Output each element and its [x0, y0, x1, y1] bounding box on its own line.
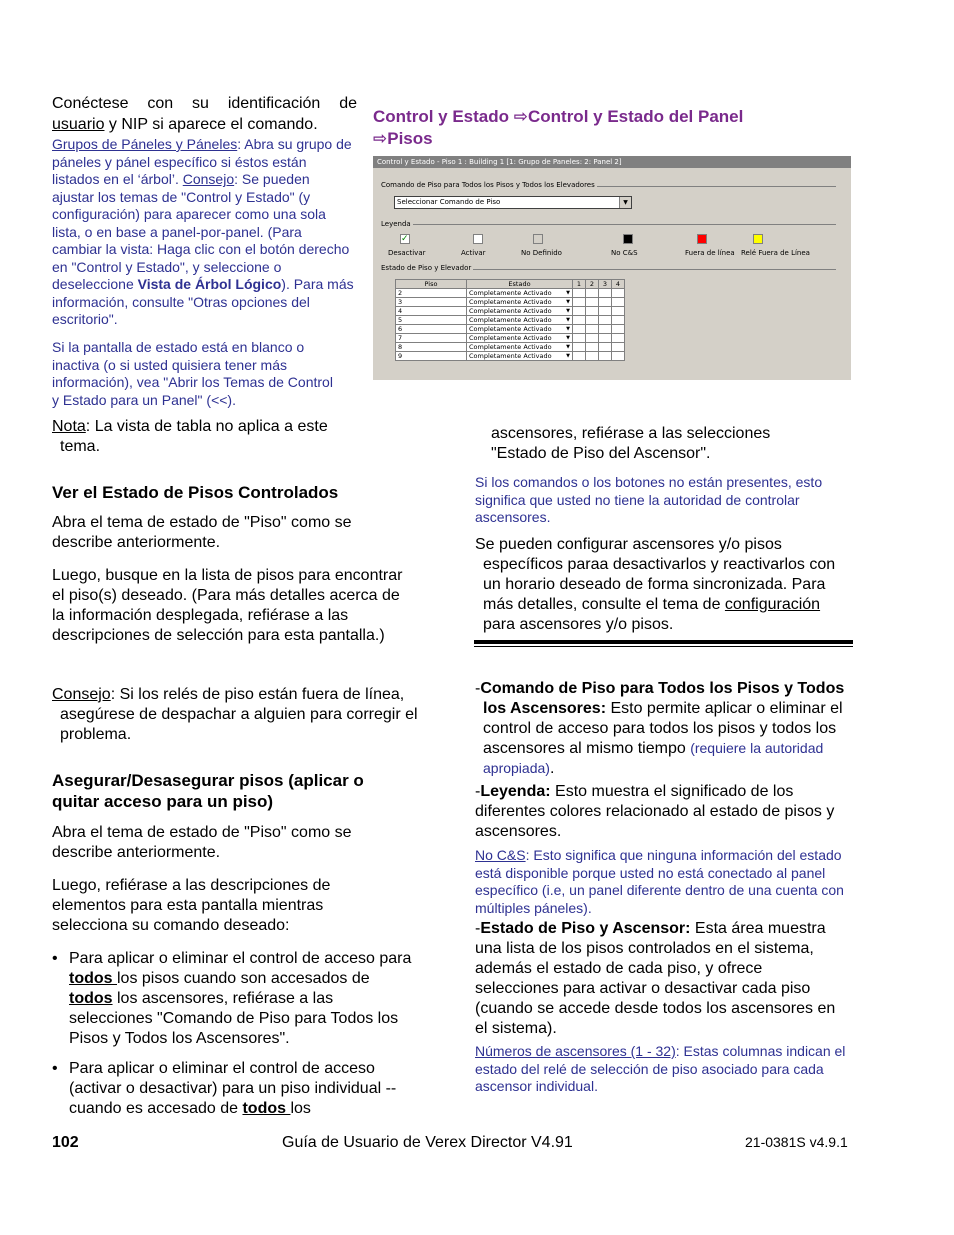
cell-estado-select[interactable]: Completamente Activado ▼	[467, 298, 573, 307]
para-open-topic-2: Abra el tema de estado de "Piso" como se describe anteriormente.	[52, 824, 352, 861]
col-header-2: 2	[586, 280, 599, 289]
cell-elevator-status	[573, 289, 586, 298]
chevron-down-icon[interactable]: ▼	[566, 335, 570, 341]
cell-piso: 5	[396, 316, 467, 325]
legend-label-item: Activar	[461, 249, 486, 257]
footer-code: 21-0381S v4.9.1	[745, 1134, 848, 1150]
legend-swatch-gray-square	[533, 234, 543, 244]
cell-piso: 9	[396, 352, 467, 361]
cell-elevator-status	[612, 352, 625, 361]
table-row[interactable]	[396, 307, 625, 316]
tip-no-authority: Si los comandos o los botones no están presentes, esto significa que usted no tiene la autoridad de controlar ascensores.	[475, 474, 823, 525]
continued-elevators: ascensores, refiérase a las selecciones "Estado de Piso del Ascensor".	[491, 425, 771, 462]
cell-piso: 6	[396, 325, 467, 334]
configuracion-link[interactable]: configuración	[724, 596, 821, 613]
tip-no-cs: No C&S: Esto significa que ninguna información del estado está disponible porque usted no está conectado al panel específico (i.e, un panel diferente dentro de una cuenta con múltiples páneles).	[475, 847, 844, 916]
cell-estado-select[interactable]: Completamente Activado ▼	[467, 334, 573, 343]
group-command-label: Comando de Piso para Todos los Pisos y Todos los Elevadores	[381, 181, 595, 189]
cell-elevator-status	[586, 334, 599, 343]
table-row[interactable]	[396, 298, 625, 307]
logic-tree-view-label: Vista de Árbol Lógico	[137, 276, 282, 292]
table-row[interactable]	[396, 316, 625, 325]
cell-estado-select[interactable]: Completamente Activado ▼	[467, 343, 573, 352]
divider-thin	[474, 646, 853, 647]
chevron-down-icon[interactable]: ▼	[566, 317, 570, 323]
legend-swatch-check-icon: ✓	[401, 234, 409, 244]
col-header-3: 3	[599, 280, 612, 289]
cell-estado-select[interactable]: Completamente Activado ▼	[467, 325, 573, 334]
desc-floor-status: -Estado de Piso y Ascensor: Esta área muestra una lista de los pisos controlados en el sistema, además el estado de cada piso, y ofrece selecciones para activar o desactivar cada piso (cuando se accede desde todos los ascensores en el sistema).	[475, 920, 836, 1037]
cell-elevator-status	[612, 298, 625, 307]
table-row[interactable]	[396, 334, 625, 343]
cell-elevator-status	[612, 325, 625, 334]
cell-elevator-status	[612, 289, 625, 298]
cell-piso: 7	[396, 334, 467, 343]
para-open-topic-1: Abra el tema de estado de "Piso" como se describe anteriormente.	[52, 514, 352, 551]
cell-elevator-status	[586, 316, 599, 325]
chevron-down-icon[interactable]: ▼	[619, 197, 631, 208]
cell-estado-select[interactable]: Completamente Activado ▼	[467, 307, 573, 316]
divider-thick	[474, 640, 853, 644]
cell-elevator-status	[573, 334, 586, 343]
elevator-numbers-link[interactable]: Números de ascensores (1 - 32)	[475, 1043, 676, 1059]
floor-status-screenshot	[373, 156, 851, 380]
cell-piso: 4	[396, 307, 467, 316]
cell-elevator-status	[599, 325, 612, 334]
cell-piso: 2	[396, 289, 467, 298]
heading-view-floors: Ver el Estado de Pisos Controlados	[52, 483, 339, 502]
nota-link[interactable]: Nota	[52, 418, 86, 435]
cell-elevator-status	[612, 307, 625, 316]
desc-floor-command: -Comando de Piso para Todos los Pisos y Todos los Ascensores: Esto permite aplicar o eliminar el control de acceso para todos los pisos y todos los ascensores al mismo tiempo (requiere la autoridad apropiada).	[475, 680, 845, 777]
cell-elevator-status	[573, 325, 586, 334]
legend-swatch-red-square	[697, 234, 707, 244]
cell-estado-select[interactable]: Completamente Activado ▼	[467, 352, 573, 361]
arrow-icon: ⇨	[373, 129, 388, 148]
no-cs-link[interactable]: No C&S	[475, 847, 526, 863]
cell-elevator-status	[599, 334, 612, 343]
chevron-down-icon[interactable]: ▼	[566, 326, 570, 332]
legend-label-item: Relé Fuera de Línea	[741, 249, 810, 257]
cell-elevator-status	[573, 298, 586, 307]
para-select-command: Luego, refiérase a las descripciones de elementos para esta pantalla mientras selecciona su comando deseado:	[52, 877, 331, 934]
breadcrumb-heading: Control y Estado ⇨Control y Estado del Panel ⇨Pisos	[373, 107, 744, 148]
tip-elevator-numbers: Números de ascensores (1 - 32): Estas columnas indican el estado del relé de selección de piso asociado para cada ascensor individual.	[475, 1043, 846, 1094]
cell-elevator-status	[586, 289, 599, 298]
cell-elevator-status	[573, 316, 586, 325]
note-table-view: Nota: La vista de tabla no aplica a este tema.	[52, 418, 328, 455]
para-search-floors: Luego, busque en la lista de pisos para encontrar el piso(s) deseado. (Para más detalles acerca de la información desplegada, refiérase a las descripciones de selección para esta pantalla.)	[52, 567, 403, 644]
heading-lock-floors: Asegurar/Desasegurar pisos (aplicar o quitar acceso para un piso)	[52, 771, 364, 811]
legend-label-item: Desactivar	[388, 249, 426, 257]
cell-elevator-status	[586, 343, 599, 352]
cell-elevator-status	[612, 343, 625, 352]
cell-elevator-status	[586, 325, 599, 334]
consejo-link[interactable]: Consejo	[182, 171, 235, 187]
desc-legend: -Leyenda: Esto muestra el significado de los diferentes colores relacionado al estado de pisos y ascensores.	[475, 783, 835, 840]
bullet-icon: •	[52, 950, 58, 967]
footer-title: Guía de Usuario de Verex Director V4.91	[282, 1134, 573, 1151]
cell-elevator-status	[612, 334, 625, 343]
tip-blank-screen: Si la pantalla de estado está en blanco o inactiva (o si usted quisiera tener más información), vea "Abrir los Temas de Control y Estado para un Panel" (<<).	[52, 339, 333, 408]
col-header-piso: Piso	[396, 280, 467, 289]
col-header-1: 1	[573, 280, 586, 289]
cell-elevator-status	[599, 289, 612, 298]
tip-relays-offline: Consejo: Si los relés de piso están fuera de línea, asegúrese de despachar a alguien para corregir el problema.	[52, 686, 418, 743]
cell-elevator-status	[599, 316, 612, 325]
bullet-individual-floor: • Para aplicar o eliminar el control de acceso (activar o desactivar) para un piso individual -- cuando es accesado de todos los	[52, 1060, 397, 1117]
cell-piso: 3	[396, 298, 467, 307]
panel-groups-link[interactable]: Grupos de Páneles y Páneles	[52, 136, 238, 152]
cell-elevator-status	[599, 352, 612, 361]
cell-elevator-status	[586, 307, 599, 316]
floor-command-select[interactable]: Seleccionar Comando de Piso ▼	[394, 196, 632, 209]
legend-swatch-yellow-square	[753, 234, 763, 244]
page-number: 102	[52, 1134, 79, 1151]
arrow-icon: ⇨	[513, 107, 528, 126]
chevron-down-icon[interactable]: ▼	[566, 290, 570, 296]
legend-label: Leyenda	[381, 220, 411, 228]
screenshot-title: Control y Estado - Piso 1 : Building 1 [1: Grupo de Paneles: 2: Panel 2]	[373, 156, 851, 168]
cell-elevator-status	[599, 298, 612, 307]
col-header-4: 4	[612, 280, 625, 289]
table-row[interactable]	[396, 325, 625, 334]
chevron-down-icon[interactable]: ▼	[566, 299, 570, 305]
para-schedule: Se pueden configurar ascensores y/o pisos específicos paraa desactivarlos y reactivarlos con un horario deseado de forma sincronizada. Para más detalles, consulte el tema de configuración para ascensores y/o pisos.	[475, 536, 836, 633]
legend-swatch-white-square	[473, 234, 483, 244]
col-header-estado: Estado	[467, 280, 573, 289]
cell-elevator-status	[599, 343, 612, 352]
floor-status-label: Estado de Piso y Elevador	[381, 264, 472, 272]
group-divider	[381, 224, 836, 225]
legend-label-item: Fuera de línea	[685, 249, 735, 257]
cell-elevator-status	[586, 352, 599, 361]
consejo-link-2[interactable]: Consejo	[52, 686, 111, 703]
intro-line-1: Conéctese con su identificación de	[52, 95, 357, 112]
chevron-down-icon[interactable]: ▼	[566, 344, 570, 350]
intro-line-2: usuario y NIP si aparece el comando.	[52, 116, 318, 133]
cell-piso: 8	[396, 343, 467, 352]
cell-elevator-status	[612, 316, 625, 325]
tip-panel-groups: Grupos de Páneles y Páneles: Abra su grupo de páneles y pánel específico si éstos están listados en el ‘árbol’. Consejo: Se pueden ajustar los temas de "Control y Estado" (y configuración) para aparecer como una sola lista, o en base a panel-por-panel. (Para cambiar la vista: Haga clic con el botón derecho en "Control y Estado", y seleccione o deseleccione Vista de Árbol Lógico). Para más información, consulte "Otras opciones del escritorio".	[52, 136, 354, 327]
chevron-down-icon[interactable]: ▼	[566, 308, 570, 314]
bullet-icon: •	[52, 1060, 58, 1077]
table-row[interactable]	[396, 289, 625, 298]
cell-estado-select[interactable]: Completamente Activado ▼	[467, 316, 573, 325]
table-row[interactable]	[396, 352, 625, 361]
legend-swatch-black-square	[623, 234, 633, 244]
legend-label-item: No Definido	[521, 249, 562, 257]
cell-elevator-status	[586, 298, 599, 307]
table-row[interactable]	[396, 343, 625, 352]
usuario-link[interactable]: usuario	[52, 116, 105, 133]
chevron-down-icon[interactable]: ▼	[566, 353, 570, 359]
cell-elevator-status	[599, 307, 612, 316]
cell-elevator-status	[573, 343, 586, 352]
cell-elevator-status	[573, 307, 586, 316]
floor-status-table	[395, 279, 625, 361]
legend-label-item: No C&S	[611, 249, 638, 257]
cell-elevator-status	[573, 352, 586, 361]
cell-estado-select[interactable]: Completamente Activado ▼	[467, 289, 573, 298]
bullet-all-floors: • Para aplicar o eliminar el control de acceso para todos los pisos cuando son accesados de todos los ascensores, refiérase a las selecciones "Comando de Piso para Todos los Pisos y Todos los Ascensores".	[52, 950, 412, 1047]
